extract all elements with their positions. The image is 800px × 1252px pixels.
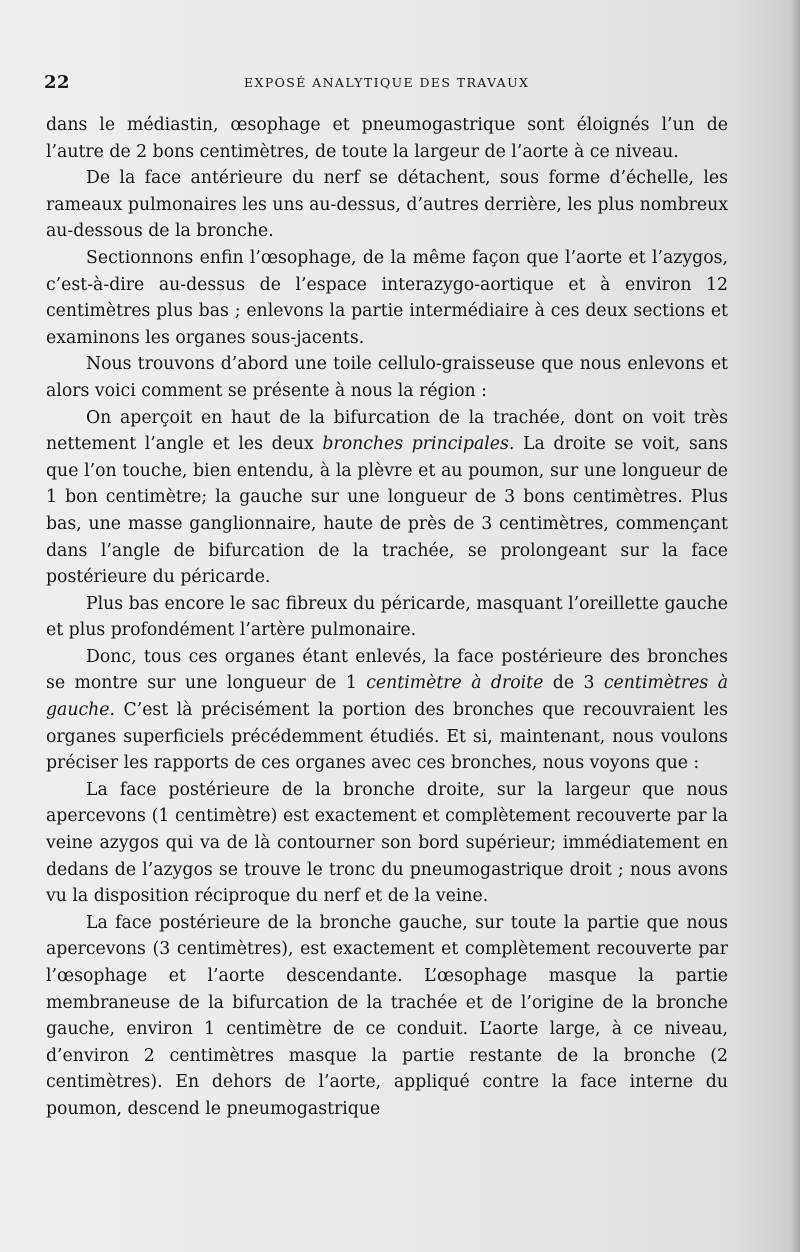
paragraph: dans le médiastin, œsophage et pneumogastrique sont éloignés l’un de l’autre de 2 bons centimètres, de toute la largeur de l’aorte à ce niveau.: [46, 115, 728, 162]
page-header: [44, 72, 734, 96]
paragraph: Plus bas encore le sac fibreux du péricarde, masquant l’oreillette gauche et plus profondément l’artère pulmonaire.: [46, 593, 728, 641]
paragraph-text: La droite se voit, sans que l’on touche, bien entendu, à la plèvre et au poumon, sur une longueur de 1 bon centimètre; la gauche sur une longueur de 3 bons centimètres. Plus bas, une masse ganglionnaire, haute de près de 3 centimètres, commençant dans l’angle de bifurcation de la trachée, se prolongeant sur la face postérieure du péricarde.: [46, 434, 728, 588]
running-head: EXPOSÉ ANALYTIQUE DES TRAVAUX: [244, 75, 530, 90]
paragraph: La face postérieure de la bronche gauche, sur toute la partie que nous apercevons (3 centimètres), est exactement et complètement recouverte par l’œsophage et l’aorte descendante. L’œsophage masque la partie membraneuse de la bifurcation de la trachée et de l’origine de la bronche gauche, environ 1 centimètre de ce conduit. L’aorte large, à ce niveau, d’environ 2 centimètres masque la partie restante de la bronche (2 centimètres). En dehors de l’aorte, appliqué contre la face interne du poumon, descend le pneumogastrique: [46, 912, 728, 1119]
italic-phrase: centimètre à droite: [366, 673, 544, 694]
paragraph: Sectionnons enfin l’œsophage, de la même façon que l’aorte et l’azygos, c’est-à-dire au-dessus de l’espace interazygo-aortique et à environ 12 centimètres plus bas ; enlevons la partie intermédiaire à ces deux sections et examinons les organes sous-jacents.: [46, 247, 728, 348]
page-number: 22: [44, 72, 71, 93]
paragraph-text: Donc, tous ces organes étant enlevés, la face postérieure des bronches se montre sur une longueur de 1: [46, 646, 728, 694]
paragraph: [46, 644, 728, 777]
paragraph: De la face antérieure du nerf se détachent, sous forme d’échelle, les rameaux pulmonaires les uns au-dessus, d’autres derrière, les plus nombreux au-dessous de la bronche.: [46, 168, 728, 242]
paragraph-text: C’est là précisément la portion des bronches que recouvraient les organes superficiels précédemment étudiés. Et si, maintenant, nous voulons préciser les rapports de ces organes avec ces bronches, nous voyons que :: [46, 700, 728, 774]
page-edge-shadow: [790, 0, 800, 1252]
italic-phrase: centimètres à gauche.: [46, 673, 728, 721]
paragraph: [46, 405, 728, 591]
paragraph-text: On aperçoit en haut de la bifurcation de la trachée, dont on voit très nettement l’angle et les deux: [46, 407, 728, 455]
paragraph: Nous trouvons d’abord une toile cellulo-graisseuse que nous enlevons et alors voici comment se présente à nous la région :: [46, 354, 728, 401]
italic-phrase: bronches principales.: [322, 434, 515, 455]
body-text: [46, 112, 728, 1123]
paragraph-text: de 3: [543, 673, 604, 694]
paragraph: La face postérieure de la bronche droite, sur la largeur que nous apercevons (1 centimètre) est exactement et complètement recouverte par la veine azygos qui va de là contourner son bord supérieur; immédiatement en dedans de l’azygos se trouve le tronc du pneumogastrique droit ; nous avons vu la disposition réciproque du nerf et de la veine.: [46, 779, 728, 907]
